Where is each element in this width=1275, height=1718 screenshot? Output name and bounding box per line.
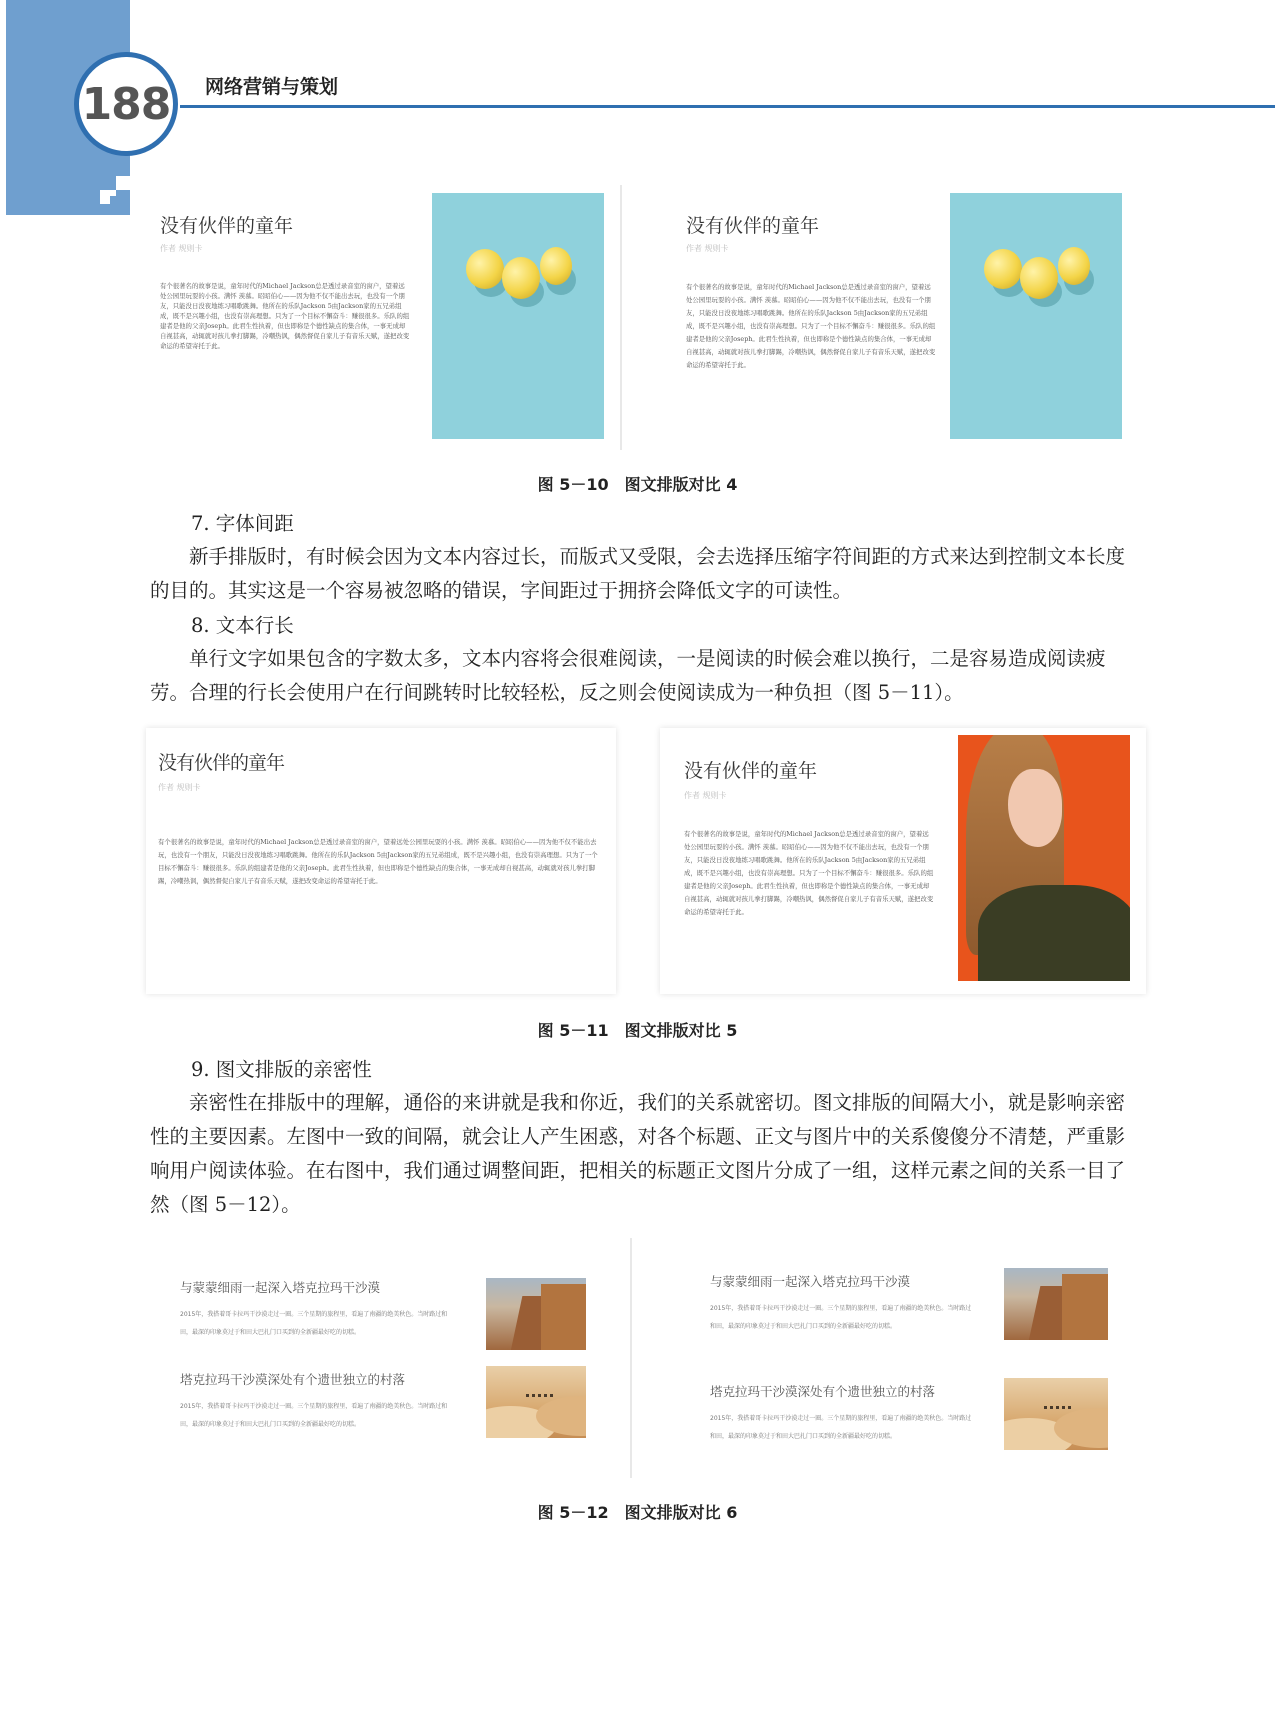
figure-left-panel [146,1238,620,1478]
card-body-text: 有个很著名的故事是说，童年时代的Michael Jackson总是透过录音室的窗户，望着远处公园里玩耍的小孩。满怀 羡慕。昭昭伯心——因为他不仅不能出去玩，也没有一个朋友，只能没日没夜地练习唱歌跳舞。他所在的乐队Jackson 5由Jackson家的五兄弟组成，既不是兴趣小组，也没有崇高理想。只为了一个目标不懈奋斗：赚很很多。乐队的组建者是他的父亲Joseph。此君生性执着，但也即称是个德性缺点的集合体，一事无成却自视甚高，动辄就对孩儿拳打脚踢，冷嘲热讽，偶然督促自家儿子有音乐天赋，遂把改变命运的希望寄托于此。 [158,838,598,885]
card-title: 没有伙伴的童年 [160,215,294,237]
figure-caption: 图 5－11 图文排版对比 5 [537,1021,738,1040]
book-title: 网络营销与策划 [205,76,339,98]
figure-left-panel [146,185,616,450]
figure-left-panel [146,728,616,994]
figure-right-panel [660,728,1146,994]
paragraph: 新手排版时，有时候会因为文本内容过长，而版式又受限，会去选择压缩字符间距的方式来达到控制文本长度的目的。其实这是一个容易被忽略的错误，字间距过于拥挤会降低文字的可读性。 [150,545,1126,602]
portrait-photo [958,735,1130,981]
article-title: 与蒙蒙细雨一起深入塔克拉玛干沙漠 [180,1280,381,1295]
card-body-text: 有个很著名的故事是说，童年时代的Michael Jackson总是透过录音室的窗户，望着远处公园里玩耍的小孩。满怀 羡慕。昭昭伯心——因为他不仅不能出去玩，也没有一个朋友，只能没日没夜地练习唱歌跳舞。他所在的乐队Jackson 5由Jackson家的五兄弟组成，既不是兴趣小组，也没有崇高理想。只为了一个目标不懈奋斗：赚很很多。乐队的组建者是他的父亲Joseph。此君生性执着，但也即称是个德性缺点的集合体，一事无成却自视甚高，动辄就对孩儿拳打脚踢，冷嘲热讽，偶然督促自家儿子有音乐天赋，遂把改变命运的希望寄托于此。 [160,282,410,350]
card-title: 没有伙伴的童年 [684,760,818,782]
figure-right-panel [660,185,1146,450]
figure-5-11 [146,728,1146,1000]
paragraph: 单行文字如果包含的字数太多，文本内容将会很难阅读，一是阅读的时候会难以换行，二是容易造成阅读疲劳。合理的行长会使用户在行间跳转时比较轻松，反之则会使阅读成为一种负担（图 5－11）。 [150,647,1106,704]
figure-divider [630,1238,632,1478]
header-pixel-step [110,196,118,204]
canyon-photo [1004,1268,1108,1340]
lemon [502,257,540,299]
article-title: 塔克拉玛干沙漠深处有个遗世独立的村落 [710,1384,936,1399]
section-heading: 8. 文本行长 [191,614,294,637]
figure-caption: 图 5－12 图文排版对比 6 [537,1503,738,1522]
canyon-photo [486,1278,586,1350]
figure-right-panel [660,1238,1146,1478]
lemon [466,249,504,289]
sweater [978,885,1130,981]
section-heading: 7. 字体间距 [191,512,294,535]
card-author: 作者 规则卡 [686,244,729,253]
card-title: 没有伙伴的童年 [686,215,820,237]
card-author: 作者 规则卡 [160,244,203,253]
lemon [540,247,572,285]
desert-photo [486,1366,586,1438]
page-number: 188 [81,78,171,130]
article-title: 与蒙蒙细雨一起深入塔克拉玛干沙漠 [710,1274,911,1289]
card-author: 作者 规则卡 [158,783,201,792]
card-body-text: 有个很著名的故事是说，童年时代的Michael Jackson总是透过录音室的窗户，望着远处公园里玩耍的小孩。满怀 羡慕。昭昭伯心——因为他不仅不能出去玩，也没有一个朋友，只能没日没夜地练习唱歌跳舞。他所在的乐队Jackson 5由Jackson家的五兄弟组成，既不是兴趣小组，也没有崇高理想。只为了一个目标不懈奋斗：赚很很多。乐队的组建者是他的父亲Joseph。此君生性执着，但也即称是个德性缺点的集合体，一事无成却自视甚高，动辄就对孩儿拳打脚踢，冷嘲热讽，偶然督促自家儿子有音乐天赋，遂把改变命运的希望寄托于此。 [684,830,934,916]
article-text: 2015年，我搭着哥卡拉玛干沙漠走过一圈。三个星期的旅程里，看遍了南疆的绝美秋色。当时路过和田，最深的印象莫过于和田大巴扎门口买到的全新疆最好吃的切糕。 [710,1415,972,1440]
section-heading: 9. 图文排版的亲密性 [191,1058,372,1081]
card-title: 没有伙伴的童年 [158,752,285,774]
lemon [1058,247,1090,285]
card-author: 作者 规则卡 [684,791,727,800]
article-text: 2015年，我搭着哥卡拉玛干沙漠走过一圈。三个星期的旅程里，看遍了南疆的绝美秋色。当时路过和田，最深的印象莫过于和田大巴扎门口买到的全新疆最好吃的切糕。 [710,1305,972,1330]
lemons-photo [950,193,1122,439]
article-text: 2015年，我搭着哥卡拉玛干沙漠走过一圈。三个星期的旅程里，看遍了南疆的绝美秋色。当时路过和田，最深的印象莫过于和田大巴扎门口买到的全新疆最好吃的切糕。 [180,1403,448,1428]
lemon [984,249,1022,289]
article-text: 2015年，我搭着哥卡拉玛干沙漠走过一圈。三个星期的旅程里，看遍了南疆的绝美秋色。当时路过和田，最深的印象莫过于和田大巴扎门口买到的全新疆最好吃的切糕。 [180,1311,448,1336]
card-body-text: 有个很著名的故事是说，童年时代的Michael Jackson总是透过录音室的窗户，望着远处公园里玩耍的小孩。满怀 羡慕。昭昭伯心——因为他不仅不能出去玩，也没有一个朋友，只能没日没夜地练习唱歌跳舞。他所在的乐队Jackson 5由Jackson家的五兄弟组成，既不是兴趣小组，也没有崇高理想。只为了一个目标不懈奋斗：赚很很多。乐队的组建者是他的父亲Joseph。此君生性执着，但也即称是个德性缺点的集合体，一事无成却自视甚高，动辄就对孩儿拳打脚踢，冷嘲热讽，偶然督促自家儿子有音乐天赋，遂把改变命运的希望寄托于此。 [686,283,936,369]
figure-divider [620,185,622,450]
article-title: 塔克拉玛干沙漠深处有个遗世独立的村落 [180,1372,406,1387]
header-pixel-step [116,176,130,190]
figure-5-10 [146,185,1146,455]
header-rule [180,105,1275,108]
desert-photo [1004,1378,1108,1450]
figure-caption: 图 5－10 图文排版对比 4 [537,475,738,494]
lemons-photo [432,193,604,439]
figure-5-12 [146,1238,1146,1484]
paragraph: 亲密性在排版中的理解，通俗的来讲就是我和你近，我们的关系就密切。图文排版的间隔大小，就是影响亲密性的主要因素。左图中一致的间隔，就会让人产生困惑，对各个标题、正文与图片中的关系傻傻分不清楚，严重影响用户阅读体验。在右图中，我们通过调整间距，把相关的标题正文图片分成了一组，这样元素之间的关系一目了然（图 5－12）。 [150,1091,1126,1216]
lemon [1020,257,1058,299]
